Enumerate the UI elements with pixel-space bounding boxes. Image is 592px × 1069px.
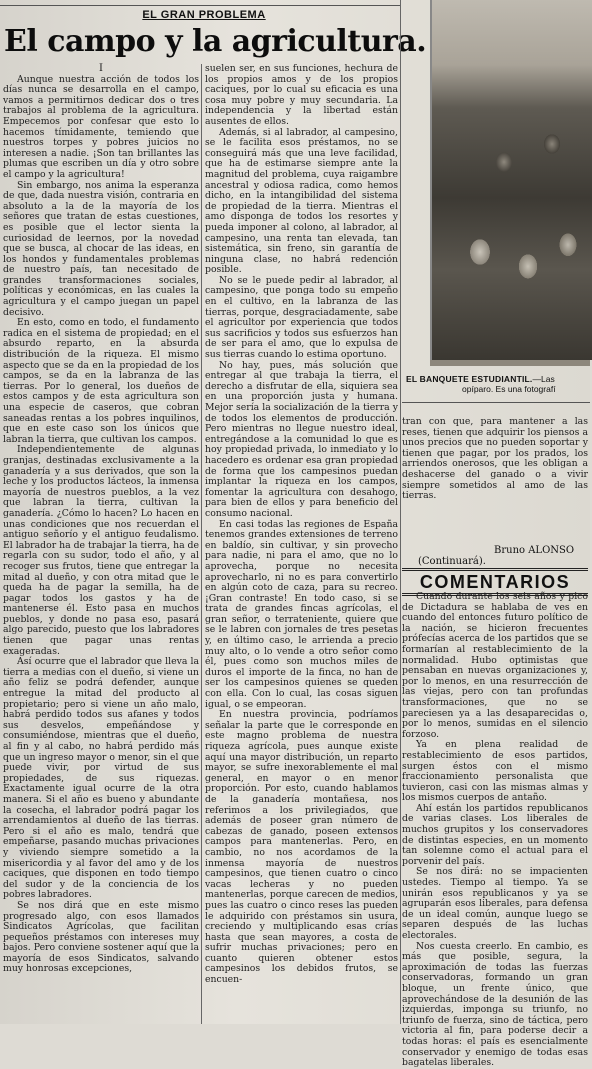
paragraph: Ya en plena realidad de restablecimiento de esos partidos, surgen éstos con el mismo fraccionamiento personalista que tuvieron, casi con las mismas almas y los mismos cuerpos de antaño. <box>402 739 588 804</box>
section-number: I <box>99 63 103 74</box>
paragraph: Sin embargo, nos anima la esperanza de que, dada nuestra visión, contraria en absoluto a la de la mayoría de los señores que tratan de estas cuestiones, es posible que el lector sienta la curiosidad de leernos, por la novedad que se busca, al chocar de las ideas, en los hondos y fundamentales problemas de nuestro país, tan necesitado de grandes transformaciones sociales, políticas y económicas, en las cuales la agricultura y el campo juegan un papel decisivo. <box>3 179 199 318</box>
paragraph: tran con que, para mantener a las reses, tienen que adquirir los piensos a unos precios que no pueden soportar y tienen que pagar, por los prados, los arriendos onerosos, que les obligan a deshacerse del ganado o a vivir siempre sometidos al amo de las tierras. <box>402 416 588 502</box>
paragraph: En casi todas las regiones de España tenemos grandes extensiones de terreno en baldío, sin cultivar, y sin provecho para nadie, ni para el amo, que no lo aprovecha, porque no necesita aprovecharlo, ni no es para convertirlo en algún coto de caza, para su recreo. ¡Gran contraste! En todo caso, si se trata de grandes fincas agrícolas, el gran señor, o terrateniente, quiere que se le labren con jornales de tres pesetas y, en último caso, le arrienda a precio muy alto, o lo vende a otro señor como él, pues como son muchos miles de duros el importe de la finca, no han de ser los campesinos quienes se queden con ella. Con lo cual, las cosas siguen igual, o se empeoran. <box>205 518 398 710</box>
paragraph: En nuestra provincia, podríamos señalar la parte que le corresponde en este magno problema de nuestra riqueza agrícola, pues aunque existe aquí una mayor distribución, un reparto mayor, se sufre inexorablemente el mal general, en mayor o en menor proporción. Por esto, cuando hablamos de la ganadería montañesa, nos referimos a los privilegiados, que además de poseer gran número de cabezas de ganado, poseen extensos campos para mantenerlas. Pero, en cambio, no nos acordamos de la inmensa mayoría de nuestros campesinos, que tienen cuatro o cinco vacas lecheras y no pueden mantenerlas, porque carecen de medios, pues las cuatro o cinco reses las pueden le adquirido con préstamos sin usura, creciendo y multiplicando esas crías hasta que sean mayores, a costa de sufrir muchas privaciones; pero en cuanto quieren obtener estos campesinos los debidos frutos, se encuen- <box>205 709 398 986</box>
paragraph: Se nos dirá que en este mismo progresado algo, con esos llamados Sindicatos Agrícolas, que facilitan pequeños préstamos con intereses muy bajos. Pero conviene sostener aquí que la mayoría de esos Sindicatos, salvando muy honrosas excepciones, <box>3 899 199 975</box>
photo-border <box>430 360 590 366</box>
section-rule <box>402 402 590 403</box>
column-divider <box>201 64 202 1024</box>
paragraph: Así ocurre que el labrador que lleva la tierra a medias con el dueño, si viene un año feliz se podrá defender, aunque entregue la mitad del producto al propietario; pero si viene un año malo, habrá perdido todos sus afanes y todos sus desvelos, empeñándose y consumiéndose, mientras que el dueño, al fin y al cabo, no habrá perdido más que un ingreso mayor o menor, sin el que puede vivir, por virtud de sus propiedades, de sus riquezas. Exactamente igual ocurre de la otra manera. Si el año es bueno y abundante la cosecha, el labrador podrá pagar los arrendamientos al dueño de las tierras. Pero si el año es malo, tendrá que empeñarse, pasando muchas privaciones y viviendo siempre sometido a la misericordia y al favor del amo y de los caciques, que disponen en todo tiempo del sudor y de la conciencia de los pobres labradores. <box>3 656 199 901</box>
column-divider <box>400 0 401 1024</box>
paragraph: Nos cuesta creerlo. En cambio, es más que posible, segura, la aproximación de todas las fuerzas conservadoras, formando un gran bloque, un frente único, que aprovechándose de la desunión de las izquierdas, imponga su triunfo, no triunfo de fuerza, sino de táctica, pero victoria al fin, para poderse decir a todas horas: el país es esencialmente conservador y enemigo de todas esas bagatelas liberales. <box>402 940 588 1069</box>
paragraph: Independientemente de algunas granjas, destinadas exclusivamente a la ganadería y a sus derivados, que son la leche y los productos lácteos, la inmensa mayoría de nuestros pueblos, a la vez que labran la tierra, cultivan la ganadería. ¿Cómo lo hacen? Lo hacen en unas condiciones que nos recuerdan el antiguo señorío y el antiguo feudalismo. El labrador ha de trabajar la tierra, ha de regarla con su sudor, todo el año, y al recoger sus frutos, tiene que entregar la mitad al dueño, y con otra mitad que le queda ha de pagar la semilla, ha de pagar todos los gastos y ha de mantenerse él. Esto pasa en muchos pueblos, y donde no pasa eso, pasará algo parecido, puesto que los labradores tienen que pagar unas rentas exageradas. <box>3 444 200 657</box>
paragraph: Cuando durante los seis años y pico de Dictadura se hablaba de ves en cuando del entonces futuro político de la nación, se hicieron frecuentes prófecías acerca de los partidos que se formarían al restablecimiento de la normalidad. Hubo optimistas que pensaban en nuevas organizaciones y, por lo menos, en una resurrección de las viejas, pero con tan profundas transformaciones, que no se pareciesen ya a las desaparecidas o, por lo menos, sumidas en el silencio forzoso. <box>402 591 588 740</box>
top-rule <box>0 5 400 6</box>
article-column-2 <box>205 64 398 1024</box>
caption-title: EL BANQUETE ESTUDIANTIL. <box>406 374 533 384</box>
caption-text: —Las <box>532 374 555 384</box>
photo-caption <box>406 374 590 394</box>
author-byline: Bruno ALONSO <box>494 545 575 556</box>
caption-text: opíparo. Es una fotografí <box>462 384 556 394</box>
paragraph: Aunque nuestra acción de todos los días nunca se desarrolla en el campo, vamos a permitirnos dedicar dos o tres trabajos al problema de la agricultura. Empecemos por confesar que esto lo hacemos tímidamente, temiendo que nuestros torpes y pobres juicios no interesen a nadie. ¡Son tan brillantes las plumas que escriben un día y otro sobre el campo y la agricultura! <box>3 73 199 180</box>
continuation-note: (Continuará). <box>418 556 486 567</box>
paragraph: Además, si al labrador, al campesino, se le facilita esos préstamos, no se conseguirá más que una leve facilidad, que ha de estimarse siempre ante la magnitud del problema, cuya raigambre ancestral y odiosa radica, como hemos dicho, en la intangibilidad del sistema de propiedad de la tierra. Mientras el amo disponga de todos los resortes y pueda imponer al colono, al labrador, al campesino, una renta tan elevada, tan sistemática, sin freno, sin garantía de ninguna clase, no habrá redención posible. <box>205 126 398 276</box>
article-continuation-column <box>402 417 588 545</box>
article-kicker: EL GRAN PROBLEMA <box>142 9 266 21</box>
article-headline: El campo y la agricultura. <box>4 24 427 59</box>
banquet-photo <box>430 0 592 360</box>
paragraph: suelen ser, en sus funciones, hechura de los propios amos y de los propios caciques, por lo cual su eficacia es una cosa muy pobre y muy secundaria. La independencia y la libertad están ausentes de ellos. <box>205 63 398 127</box>
comentarios-column <box>402 591 588 1069</box>
paragraph: En esto, como en todo, el fundamento radica en el sistema de propiedad; en el absurdo reparto, en la absurda distribución de la riqueza. El mismo aspecto que se da en la propiedad de los campos, se da en la labranza de las tierras. Por lo general, los dueños de estos campos y de esta agricultura son una especie de caseros, que cobran saneadas rentas a los pobres inquilinos, que en este caso son los únicos que labran la tierra, que cultivan los campos. <box>3 317 199 445</box>
paragraph: Se nos dirá: no se impacienten ustedes. Tiempo al tiempo. Ya se unirán esos republicanos y ya se agruparán esos liberales, para defensa de un ideal común, aunque luego se separen después de las luchas electorales. <box>402 866 588 941</box>
paragraph: No se le puede pedir al labrador, al campesino, que ponga todo su empeño en el cultivo, en la labranza de las tierras, porque, desgraciadamente, sabe el agricultor por experiencia que todos sus sacrificios y todos sus esfuerzos han de ser para el amo, que lo expulsa de sus tierras cuando lo estima oportuno. <box>205 274 398 361</box>
paragraph: Ahí están los partidos republicanos de varias clases. Los liberales de muchos grupitos y los conservadores de distintas especies, en un momento tan solemne como el actual para el porvenir del país. <box>402 802 588 867</box>
article-column-1 <box>3 64 199 1024</box>
paragraph: No hay, pues, más solución que entregar al que trabaja la tierra, el derecho a disfrutar de ella, siquiera sea en una proporción justa y humana. Mejor sería la socialización de la tierra y de todos los elementos de producción. Pero mientras no llegue nuestro ideal, entregándose a la comunidad lo que es hoy propiedad privada, lo inmediato y lo hacedero es ordenar esa gran propiedad de forma que los campesinos puedan implantar la riqueza en los campos, fomentar la agricultura con desahogo, para bien de ellos y para beneficio del consumo nacional. <box>205 359 398 519</box>
comentarios-heading: COMENTARIOS <box>402 568 588 596</box>
